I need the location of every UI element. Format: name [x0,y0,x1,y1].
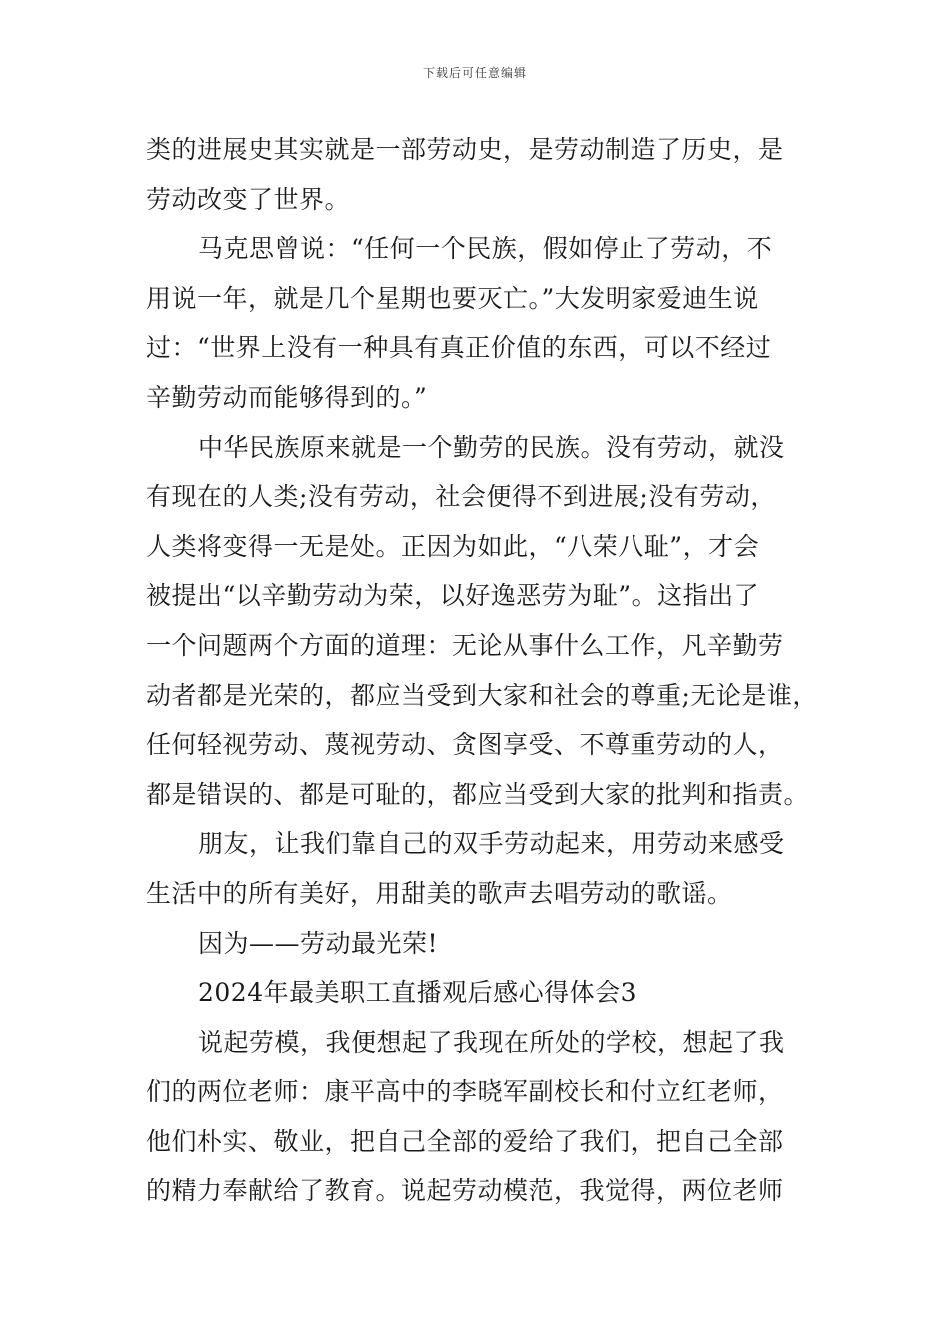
paragraph-continuation [146,869,826,919]
text-line: 劳动改变了世界。 [146,184,351,214]
paragraph [146,125,826,224]
paragraph [146,224,826,274]
text-line: 人类将变得一无是处。正因为如此，“八荣八耻”，才会 [146,531,760,561]
text-line: 因为——劳动最光荣! [198,928,439,958]
paragraph [146,423,826,473]
paragraph [146,819,826,869]
text-line: 任何轻视劳动、蔑视劳动、贪图享受、不尊重劳动的人， [146,730,784,760]
heading-line: 2024年最美职工直播观后感心得体会3 [198,978,638,1008]
text-line: 朋友，让我们靠自己的双手劳动起来，用劳动来感受 [198,829,785,859]
paragraph [146,919,826,969]
text-line: 辛勤劳动而能够得到的。” [146,382,428,412]
paragraph [146,1018,826,1068]
text-line: 动者都是光荣的，都应当受到大家和社会的尊重;无论是谁， [146,680,818,710]
text-line: 中华民族原来就是一个勤劳的民族。没有劳动，就没 [198,432,785,462]
text-line: 们的两位老师：康平高中的李晓军副校长和付立红老师， [146,1077,784,1107]
text-line: 的精力奉献给了教育。说起劳动模范，我觉得，两位老师 [146,1176,784,1206]
text-line: 生活中的所有美好，用甜美的歌声去唱劳动的歌谣。 [146,878,733,908]
paragraph-continuation [146,274,826,423]
text-line: 被提出“以辛勤劳动为荣，以好逸恶劳为耻”。这指出了 [146,581,760,611]
text-line: 说起劳模，我便想起了我现在所处的学校，想起了我 [198,1027,785,1057]
text-line: 都是错误的、都是可耻的，都应当受到大家的批判和指责。 [146,779,810,809]
text-line: 用说一年，就是几个星期也要灭亡。”大发明家爱迪生说 [146,283,759,313]
text-line: 马克思曾说：“任何一个民族，假如停止了劳动，不 [198,234,773,264]
document-body [146,125,826,1216]
text-line: 一个问题两个方面的道理：无论从事什么工作，凡辛勤劳 [146,630,784,660]
text-line: 有现在的人类;没有劳动，社会便得不到进展;没有劳动， [146,482,776,512]
paragraph-continuation [146,472,826,819]
paragraph-continuation [146,1067,826,1216]
text-line: 他们朴实、敬业，把自己全部的爱给了我们，把自己全部 [146,1126,784,1156]
text-line: 类的进展史其实就是一部劳动史，是劳动制造了历史，是 [146,135,784,164]
section-heading [146,968,826,1018]
page-header: 下载后可任意编辑 [422,66,527,80]
text-line: 过：“世界上没有一种具有真正价值的东西，可以不经过 [146,333,772,363]
